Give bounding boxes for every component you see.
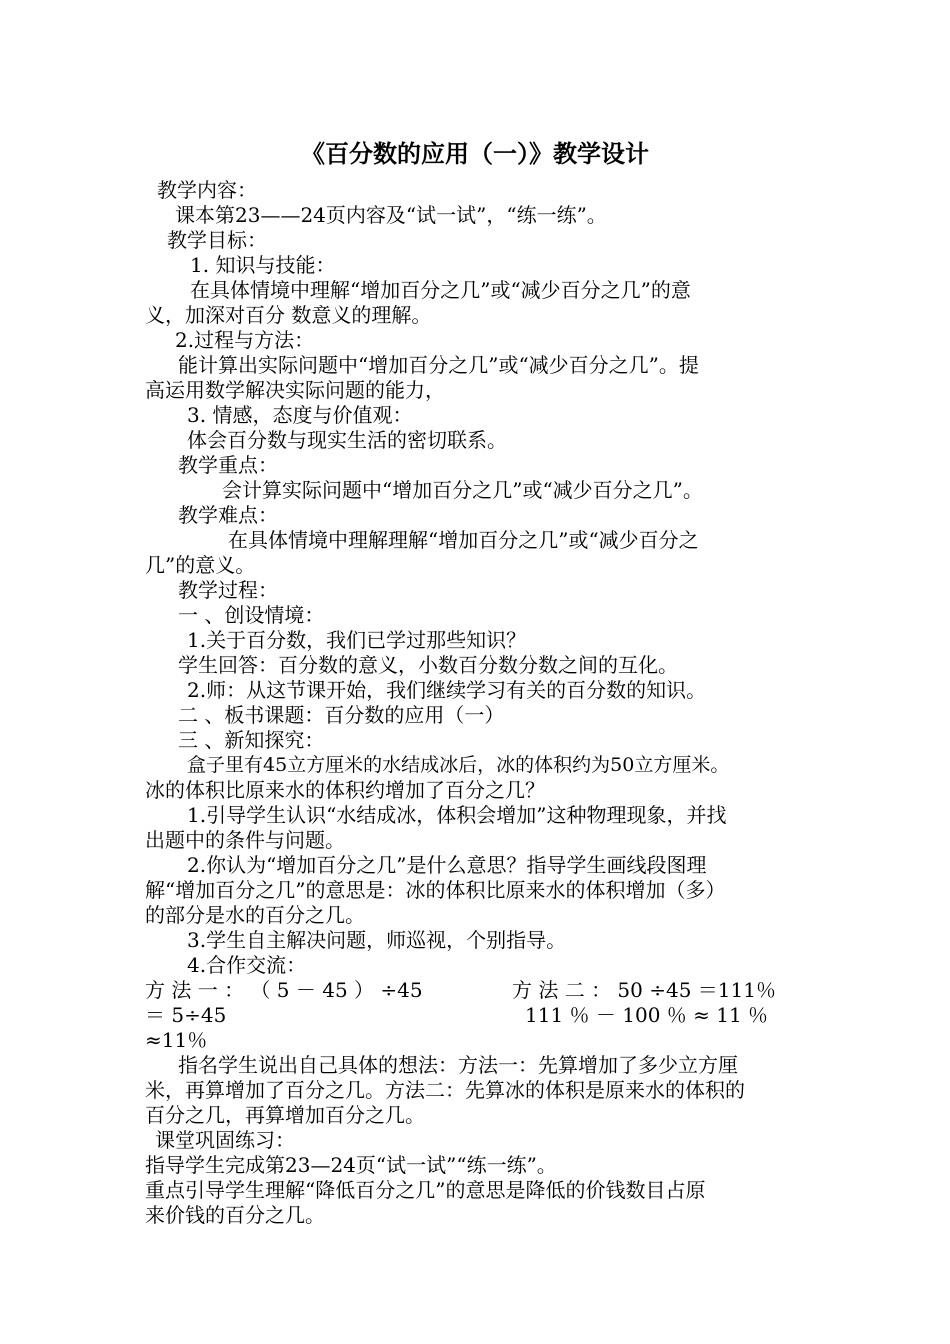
body-line: 教学过程： (178, 578, 278, 602)
body-line: 指导学生完成第23—24页“试一试”“练一练”。 (145, 1153, 557, 1177)
body-line: 教学目标： (167, 228, 267, 252)
body-line: 在具体情境中理解理解“增加百分之几”或“减少百分之 (228, 528, 699, 552)
method-one-line3: ≈11％ (145, 1028, 208, 1052)
body-line: 2.过程与方法： (175, 328, 315, 352)
method-one-line1: 方 法 一 ： （ 5 － 45 ） ÷45 (145, 978, 423, 1002)
body-line: 会计算实际问题中“增加百分之几”或“减少百分之几”。 (222, 478, 703, 502)
method-two-line1: 方 法 二 ： 50 ÷45 ＝111％ (512, 978, 776, 1002)
body-line: 教学重点： (178, 453, 278, 477)
body-line: 教学内容： (157, 178, 257, 202)
body-line: 百分之几，再算增加百分之几。 (145, 1103, 425, 1127)
body-line: 米，再算增加了百分之几。方法二：先算冰的体积是原来水的体积的 (145, 1078, 745, 1102)
body-line: 出题中的条件与问题。 (145, 828, 345, 852)
body-line: 2.你认为“增加百分之几”是什么意思？指导学生画线段图理 (187, 853, 707, 877)
body-line: 能计算出实际问题中“增加百分之几”或“减少百分之几”。提 (178, 353, 699, 377)
body-line: 高运用数学解决实际问题的能力， (145, 378, 445, 402)
body-line: 冰的体积比原来水的体积约增加了百分之几？ (145, 778, 545, 802)
body-line: 课堂巩固练习： (155, 1128, 295, 1152)
method-one-line2: ＝ 5÷45 (145, 1003, 227, 1027)
body-line: 课本第23——24页内容及“试一试”，“练一练”。 (175, 203, 607, 227)
body-line: 学生回答：百分数的意义，小数百分数分数之间的互化。 (178, 653, 678, 677)
body-line: 二 、板书课题：百分数的应用（一） (178, 703, 505, 727)
body-line: 的部分是水的百分之几。 (145, 903, 365, 927)
body-line: 3.学生自主解决问题，师巡视，个别指导。 (187, 928, 567, 952)
body-line: 三 、新知探究： (178, 728, 325, 752)
body-line: 来价钱的百分之几。 (145, 1203, 325, 1227)
body-line: 4.合作交流： (187, 953, 307, 977)
body-line: 1.引导学生认识“水结成冰，体积会增加”这种物理现象，并找 (187, 803, 727, 827)
body-line: 1. 知识与技能： (190, 253, 336, 277)
body-line: 重点引导学生理解“降低百分之几”的意思是降低的价钱数目占原 (145, 1178, 706, 1202)
body-line: 体会百分数与现实生活的密切联系。 (187, 428, 507, 452)
body-line: 几”的意义。 (145, 553, 256, 577)
body-line: 1.关于百分数，我们已学过那些知识？ (187, 628, 527, 652)
body-line: 盒子里有45立方厘米的水结成冰后，冰的体积约为50立方厘米。 (187, 754, 730, 776)
body-line: 3. 情感，态度与价值观： (187, 403, 413, 427)
body-line: 解“增加百分之几”的意思是：冰的体积比原来水的体积增加（多） (145, 878, 726, 902)
body-line: 指名学生说出自己具体的想法：方法一：先算增加了多少立方厘 (178, 1053, 738, 1077)
document-title: 《百分数的应用（一）》教学设计 (301, 139, 649, 168)
body-line: 义，加深对百分 数意义的理解。 (145, 303, 432, 327)
body-line: 2.师：从这节课开始，我们继续学习有关的百分数的知识。 (187, 678, 707, 702)
body-line: 一 、创设情境： (178, 603, 325, 627)
method-two-line2: 111 ％ － 100 ％ ≈ 11 ％ (525, 1003, 769, 1027)
body-line: 教学难点： (178, 503, 278, 527)
body-line: 在具体情境中理解“增加百分之几”或“减少百分之几”的意 (190, 278, 691, 302)
